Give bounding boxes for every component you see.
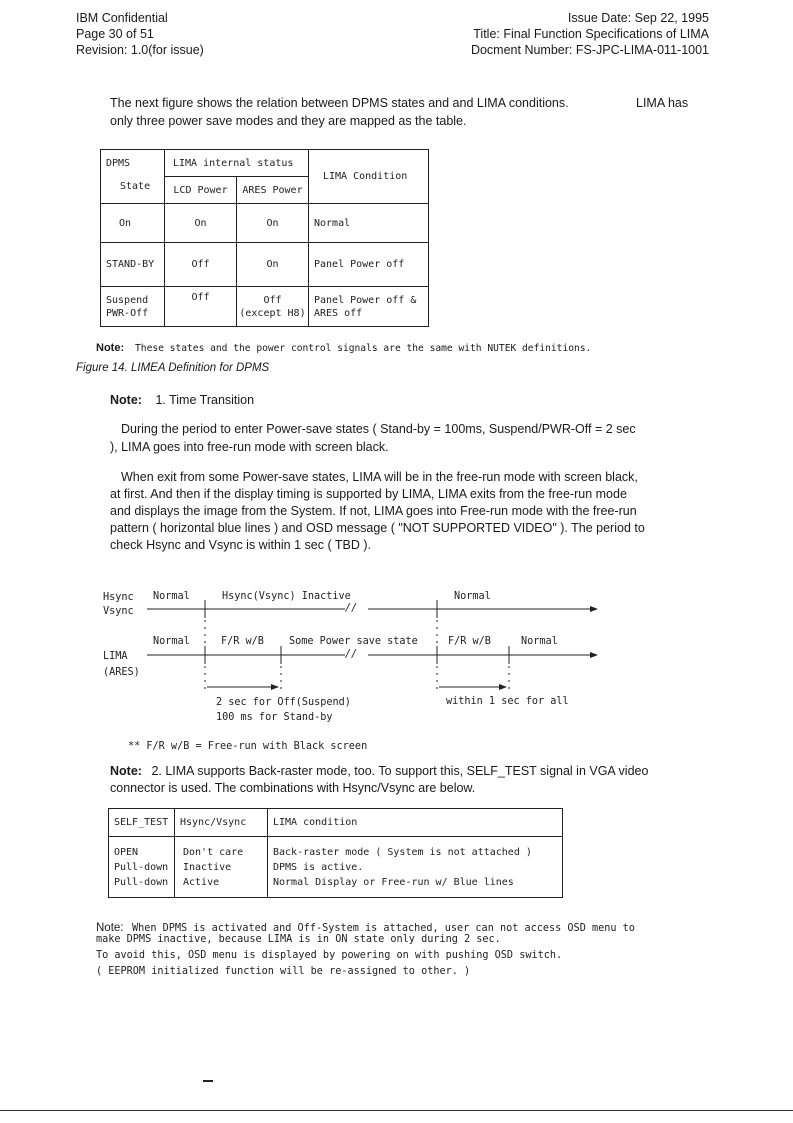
- hsync-vsync-cell: Inactive: [183, 861, 232, 873]
- intro-line-1-text: The next figure shows the relation between DPMS states and and LIMA conditions.: [110, 96, 569, 110]
- hsync-vsync-cell: Don't care: [183, 846, 244, 858]
- normal-label-2: Normal: [454, 591, 491, 602]
- ares-power-header: ARES Power: [237, 177, 309, 204]
- lima-condition-header: LIMA condition: [268, 809, 563, 837]
- break-mark-1: //: [345, 603, 358, 614]
- lcd-cell: Off: [165, 243, 237, 287]
- fr-wb-label-2: F/R w/B: [448, 636, 491, 647]
- normal-label-1: Normal: [153, 591, 190, 602]
- state-header: State: [120, 181, 151, 192]
- note1-label: Note:: [110, 393, 142, 407]
- header-company: IBM Confidential: [76, 11, 168, 25]
- hsync-label: Hsync: [103, 592, 134, 603]
- intro-line-1-tail: LIMA has: [636, 96, 689, 110]
- self-test-cell: Pull-down: [114, 876, 169, 888]
- note3-label: Note:: [96, 922, 124, 934]
- header-page: Page 30 of 51: [76, 27, 154, 41]
- note3-line-4: ( EEPROM initialized function will be re-assigned to other. ): [96, 966, 471, 977]
- note1-para2-line3: and displays the image from the System. If not, LIMA goes into Free-run mode with the free-run: [110, 504, 637, 518]
- self-test-cells: [109, 837, 175, 898]
- lcd-power-header: LCD Power: [165, 177, 237, 204]
- note1-para2-line1: When exit from some Power-save states, LIMA will be in the free-run mode with screen black,: [121, 470, 638, 484]
- self-test-header: SELF_TEST: [109, 809, 175, 837]
- dpms-header: DPMS: [106, 158, 131, 169]
- hsync-vsync-cells: [175, 837, 268, 898]
- vsync-label: Vsync: [103, 606, 134, 617]
- lcd-cell: On: [165, 204, 237, 243]
- hsync-vsync-cell: Active: [183, 876, 220, 888]
- note1-para2-line2: at first. And then if the display timing is supported by LIMA, LIMA exits from the free-run mode: [110, 487, 627, 501]
- lima-condition-cell: Back-raster mode ( System is not attached ): [273, 846, 532, 858]
- header-issue-date: Issue Date: Sep 22, 1995: [567, 11, 709, 25]
- table-note-text: These states and the power control signals are the same with NUTEK definitions.: [135, 343, 592, 354]
- timing-footnote: ** F/R w/B = Free-run with Black screen: [128, 741, 368, 752]
- ares-cell: On: [237, 204, 309, 243]
- ares-label: (ARES): [103, 667, 140, 678]
- duration-1-line-2: 100 ms for Stand-by: [216, 712, 333, 723]
- lima-label: LIMA: [103, 651, 128, 662]
- duration-2: within 1 sec for all: [446, 696, 569, 707]
- state-cell: On: [101, 204, 165, 243]
- intro-line-2: only three power save modes and they are mapped as the table.: [110, 114, 467, 128]
- header-doc-number: Docment Number: FS-JPC-LIMA-011-1001: [470, 43, 709, 57]
- note1-para1-line1: During the period to enter Power-save states ( Stand-by = 100ms, Suspend/PWR-Off = 2 sec: [121, 422, 636, 436]
- hsync-vsync-header: Hsync/Vsync: [175, 809, 268, 837]
- lcd-cell: Off: [165, 287, 237, 327]
- lima-condition-cell: DPMS is active.: [273, 861, 364, 873]
- note1-heading: 1. Time Transition: [155, 393, 255, 407]
- header-revision: Revision: 1.0(for issue): [76, 43, 204, 57]
- note2-label: Note:: [110, 764, 142, 778]
- inactive-label: Hsync(Vsync) Inactive: [222, 591, 351, 602]
- state-cell: STAND-BY: [101, 243, 165, 287]
- ares-cell: On: [237, 243, 309, 287]
- bottom-rule: [0, 1110, 793, 1111]
- note2-line-1: [110, 763, 648, 781]
- note3-line-2: make DPMS inactive, because LIMA is in ON state only during 2 sec.: [96, 934, 501, 945]
- break-mark-2: //: [345, 649, 358, 660]
- note3-line-1-text: When DPMS is activated and Off-System is attached, user can not access OSD menu to: [131, 923, 635, 934]
- state-cell: Suspend PWR-Off: [101, 287, 165, 327]
- ares-cell: Off (except H8): [237, 287, 309, 327]
- self-test-cell: Pull-down: [114, 861, 169, 873]
- internal-status-header: LIMA internal status: [165, 150, 309, 177]
- normal-label-3: Normal: [153, 636, 190, 647]
- note1-para2-line4: pattern ( horizontal blue lines ) and OSD message ( "NOT SUPPORTED VIDEO" ). The period to: [110, 521, 645, 535]
- stray-dash-mark: [203, 1080, 213, 1082]
- table-note-label: Note:: [96, 342, 125, 354]
- lima-condition-cells: [268, 837, 563, 898]
- self-test-table: [108, 808, 563, 898]
- condition-cell: Normal: [309, 204, 429, 243]
- self-test-cell: OPEN: [114, 846, 139, 858]
- table-row: [109, 837, 563, 898]
- note1-para2-line5: check Hsync and Vsync is within 1 sec ( TBD ).: [110, 538, 371, 552]
- normal-label-4: Normal: [521, 636, 558, 647]
- duration-1-line-1: 2 sec for Off(Suspend): [216, 697, 351, 708]
- condition-cell: Panel Power off: [309, 243, 429, 287]
- power-save-label: Some Power save state: [289, 636, 418, 647]
- note1-para1-line2: ), LIMA goes into free-run mode with screen black.: [110, 440, 389, 454]
- note2-line-1-text: 2. LIMA supports Back-raster mode, too. To support this, SELF_TEST signal in VGA video: [151, 764, 649, 778]
- condition-header: LIMA Condition: [309, 150, 429, 204]
- fr-wb-label-1: F/R w/B: [221, 636, 264, 647]
- condition-cell: Panel Power off & ARES off: [309, 287, 429, 327]
- lima-condition-cell: Normal Display or Free-run w/ Blue lines: [273, 876, 514, 888]
- note2-line-2: connector is used. The combinations with Hsync/Vsync are below.: [110, 781, 476, 795]
- note3-line-3: To avoid this, OSD menu is displayed by powering on with pushing OSD switch.: [96, 950, 563, 961]
- figure-caption: Figure 14. LIMEA Definition for DPMS: [76, 362, 270, 374]
- header-title: Title: Final Function Specifications of LIMA: [473, 27, 709, 41]
